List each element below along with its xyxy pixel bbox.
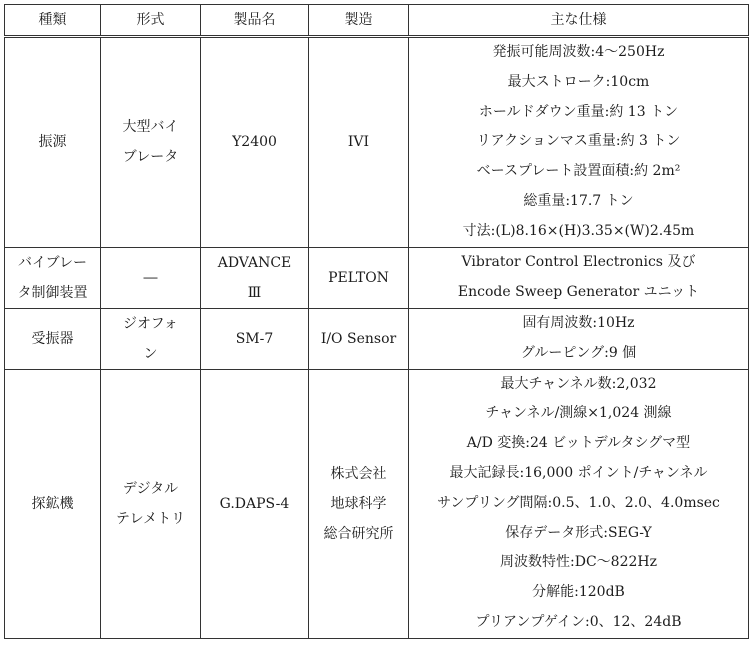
cell-line: タ制御装置: [17, 284, 88, 301]
specs-cell: [409, 369, 749, 638]
spec-line: Vibrator Control Electronics 及び: [461, 253, 696, 270]
spec-line: グルーピング:9 個: [520, 344, 637, 361]
specs-cell: [409, 247, 749, 308]
maker-cell: [309, 308, 409, 369]
table-row: [5, 247, 749, 308]
spec-line: 発振可能周波数:4～250Hz: [492, 44, 665, 60]
cell-line: PELTON: [328, 269, 389, 286]
cell-line: 探鉱機: [31, 495, 74, 512]
spec-line: 分解能:120dB: [532, 584, 625, 601]
product-cell: [201, 37, 309, 248]
equipment-spec-table: [4, 4, 749, 639]
cell-line: G.DAPS-4: [219, 495, 290, 512]
form-cell: [101, 247, 201, 308]
form-cell: [101, 308, 201, 369]
cell-line: 大型バイ: [122, 119, 179, 136]
type-cell: [5, 308, 101, 369]
cell-line: ブレータ: [122, 149, 179, 166]
spec-line: プリアンプゲイン:0、12、24dB: [475, 613, 682, 630]
spec-line: 最大記録長:16,000 ポイント/チャンネル: [449, 464, 708, 481]
header-form: 形式: [101, 5, 201, 37]
spec-line: 保存データ形式:SEG-Y: [505, 524, 652, 541]
table-row: [5, 369, 749, 638]
spec-line: 固有周波数:10Hz: [522, 314, 635, 331]
header-row: [5, 5, 749, 37]
header-specs: 主な仕様: [409, 5, 749, 37]
cell-line: ADVANCE: [217, 254, 292, 271]
page: [4, 4, 748, 655]
header-product: 製品名: [201, 5, 309, 37]
spec-line: Encode Sweep Generator ユニット: [457, 283, 700, 300]
cell-line: 受振器: [31, 330, 74, 347]
maker-cell: [309, 37, 409, 248]
cell-line: ン: [143, 345, 158, 362]
product-cell: [201, 308, 309, 369]
spec-line: ホールドダウン重量:約 13 トン: [478, 103, 679, 120]
type-cell: [5, 247, 101, 308]
specs-cell: [409, 308, 749, 369]
cell-line: 株式会社: [330, 465, 387, 482]
cell-line: 総合研究所: [323, 525, 394, 542]
cell-line: デジタル: [122, 480, 179, 497]
form-cell: [101, 369, 201, 638]
spec-line: チャンネル/測線×1,024 測線: [485, 405, 672, 422]
maker-cell: [309, 369, 409, 638]
header-type: 種類: [5, 5, 101, 37]
product-cell: [201, 247, 309, 308]
cell-line: バイブレー: [17, 254, 88, 271]
cell-line: 地球科学: [330, 495, 387, 512]
spec-line: リアクションマス重量:約 3 トン: [476, 133, 681, 150]
spec-line: 寸法:(L)8.16×(H)3.35×(W)2.45m: [462, 222, 695, 239]
cell-line: Ⅲ: [247, 284, 262, 301]
spec-line: A/D 変換:24 ビットデルタシグマ型: [466, 435, 691, 452]
spec-line: 周波数特性:DC～822Hz: [500, 554, 657, 571]
spec-line: ベースプレート設置面積:約 2m²: [476, 163, 681, 180]
cell-line: I/O Sensor: [320, 330, 397, 347]
cell-line: IVI: [347, 134, 370, 151]
type-cell: [5, 369, 101, 638]
maker-cell: [309, 247, 409, 308]
product-cell: [201, 369, 309, 638]
spec-line: サンプリング間隔:0.5、1.0、2.0、4.0msec: [437, 494, 720, 511]
cell-line: ―: [143, 269, 158, 286]
header-maker: 製造: [309, 5, 409, 37]
specs-cell: [409, 37, 749, 248]
spec-line: 総重量:17.7 トン: [523, 192, 634, 209]
cell-line: SM-7: [235, 330, 274, 347]
type-cell: [5, 37, 101, 248]
form-cell: [101, 37, 201, 248]
cell-line: テレメトリ: [115, 510, 186, 527]
cell-line: Y2400: [232, 134, 277, 151]
spec-line: 最大チャンネル数:2,032: [500, 375, 657, 392]
cell-line: 振源: [38, 134, 67, 151]
spec-line: 最大ストローク:10cm: [507, 73, 650, 90]
table-row: [5, 308, 749, 369]
table-row: [5, 37, 749, 248]
cell-line: ジオフォ: [123, 315, 178, 332]
